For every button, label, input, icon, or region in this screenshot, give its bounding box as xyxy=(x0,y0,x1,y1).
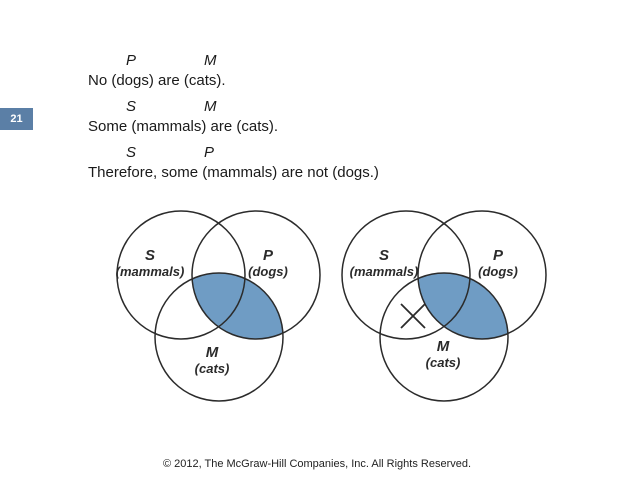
s-label: (mammals) xyxy=(115,264,185,279)
copyright-footer xyxy=(0,458,638,470)
p-letter: P xyxy=(262,247,274,264)
m-letter: M xyxy=(205,344,219,361)
statement-text: Some (mammals) are (cats). xyxy=(88,118,279,135)
statement-text: Therefore, some (mammals) are not (dogs.) xyxy=(88,164,379,181)
m-label: (cats) xyxy=(194,361,230,376)
s-letter: S xyxy=(144,247,156,264)
term-a: S xyxy=(126,144,137,161)
x-mark-icon xyxy=(401,304,425,328)
term-a: S xyxy=(126,98,137,115)
s-label: (mammals) xyxy=(349,264,419,279)
term-b: M xyxy=(204,98,217,115)
term-b: P xyxy=(204,144,215,161)
p-letter: P xyxy=(492,247,504,264)
term-b: M xyxy=(204,52,217,69)
venn-diagram-left xyxy=(116,211,320,401)
s-letter: S xyxy=(378,247,390,264)
m-letter: M xyxy=(436,338,450,355)
p-label: (dogs) xyxy=(478,264,518,279)
statement-text: No (dogs) are (cats). xyxy=(88,72,226,89)
slide-number-badge: 21 xyxy=(0,108,33,130)
term-a: P xyxy=(126,52,137,69)
copyright-text: © 2012, The McGraw-Hill Companies, Inc. All Rights Reserved. xyxy=(162,458,472,470)
p-label: (dogs) xyxy=(248,264,288,279)
m-label: (cats) xyxy=(425,355,461,370)
venn-diagram-right xyxy=(342,211,546,401)
